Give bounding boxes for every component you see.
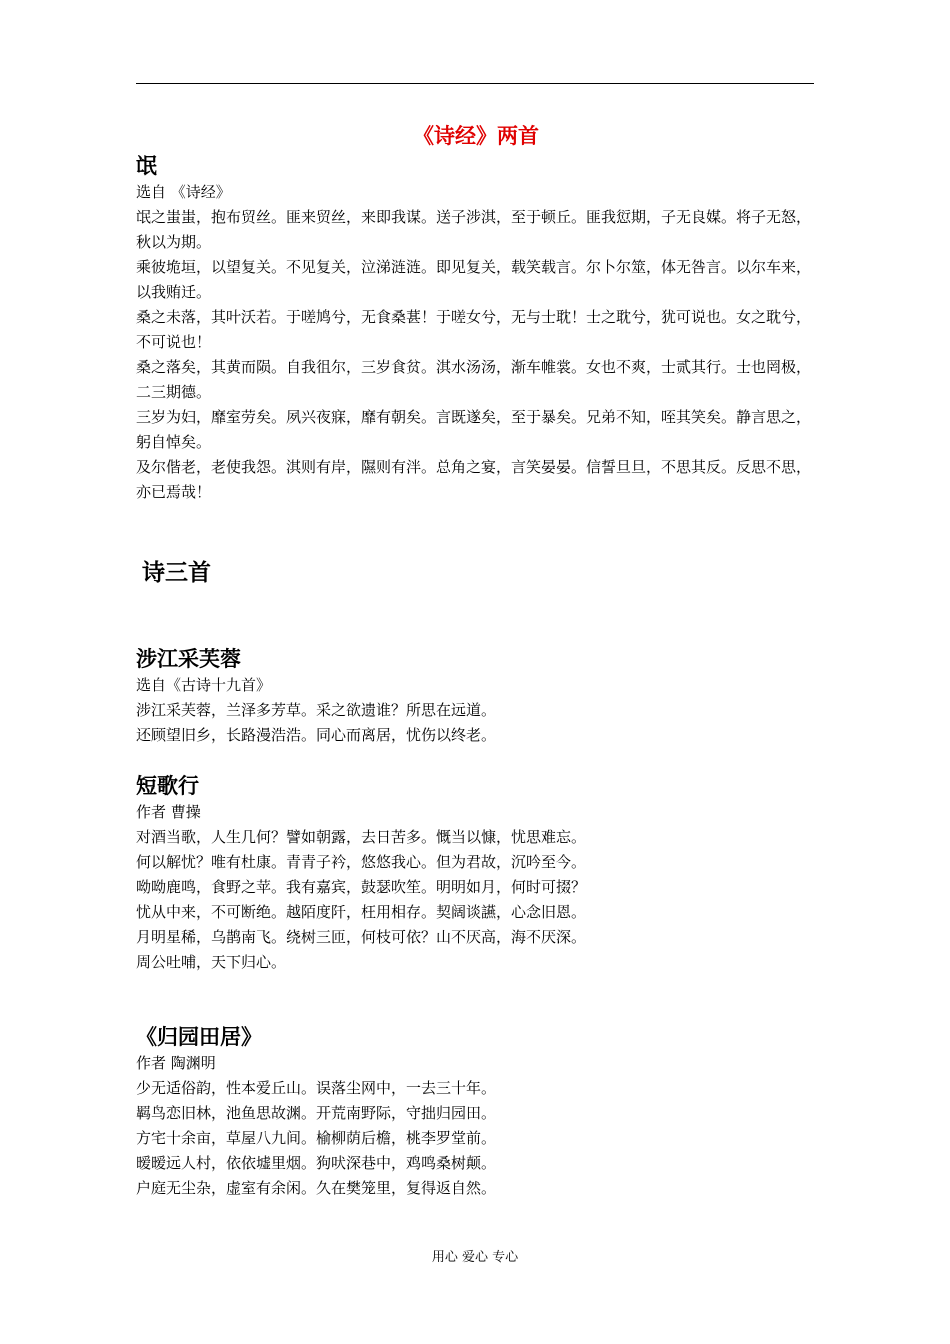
page-footer: 用心 爱心 专心 xyxy=(431,1250,519,1265)
poem-line: 还顾望旧乡，长路漫浩浩。同心而离居，忧伤以终老。 xyxy=(136,726,497,744)
poem-line: 羁鸟恋旧林，池鱼思故渊。开荒南野际，守拙归园田。 xyxy=(136,1104,497,1122)
stanza: 氓之蚩蚩，抱布贸丝。匪来贸丝，来即我谋。送子涉淇，至于顿丘。匪我愆期，子无良媒。将子无怒，秋以为期。 xyxy=(136,208,812,251)
poem-line: 少无适俗韵，性本爱丘山。误落尘网中，一去三十年。 xyxy=(136,1079,497,1097)
header-rule xyxy=(136,83,814,84)
poem-source-shejiang: 选自《古诗十九首》 xyxy=(136,676,272,694)
poem-guiyuan xyxy=(136,1023,816,1201)
poem-line: 月明星稀，乌鹊南飞。绕树三匝，何枝可依？山不厌高，海不厌深。 xyxy=(136,928,587,946)
poem-line: 暧暧远人村，依依墟里烟。狗吠深巷中，鸡鸣桑树颠。 xyxy=(136,1154,497,1172)
poem-mang xyxy=(136,152,816,505)
poem-line: 周公吐哺，天下归心。 xyxy=(136,953,287,971)
poem-source-mang: 选自 《诗经》 xyxy=(136,183,231,201)
document-body xyxy=(136,120,816,1201)
poem-title-duange: 短歌行 xyxy=(136,774,199,798)
stanza: 桑之落矣，其黄而陨。自我徂尔，三岁食贫。淇水汤汤，渐车帷裳。女也不爽，士贰其行。士也罔极，二三期德。 xyxy=(136,358,812,401)
poem-title-guiyuan: 《归园田居》 xyxy=(136,1025,262,1049)
poem-duange xyxy=(136,772,816,975)
poem-line: 何以解忧？唯有杜康。青青子衿，悠悠我心。但为君故，沉吟至今。 xyxy=(136,853,587,871)
poem-line: 方宅十余亩，草屋八九间。榆柳荫后檐，桃李罗堂前。 xyxy=(136,1129,497,1147)
poem-shejiang xyxy=(136,645,816,748)
poem-title-mang: 氓 xyxy=(136,154,157,178)
stanza: 桑之未落，其叶沃若。于嗟鸠兮，无食桑葚！于嗟女兮，无与士耽！士之耽兮，犹可说也。女之耽兮，不可说也！ xyxy=(136,308,812,351)
stanza: 及尔偕老，老使我怨。淇则有岸，隰则有泮。总角之宴，言笑晏晏。信誓旦旦，不思其反。反思不思，亦已焉哉！ xyxy=(136,458,812,501)
poem-line: 忧从中来，不可断绝。越陌度阡，枉用相存。契阔谈讌，心念旧恩。 xyxy=(136,903,587,921)
main-title: 《诗经》两首 xyxy=(413,124,539,148)
stanza: 乘彼垝垣，以望复关。不见复关，泣涕涟涟。即见复关，载笑载言。尔卜尔筮，体无咎言。以尔车来，以我贿迁。 xyxy=(136,258,812,301)
stanza: 三岁为妇，靡室劳矣。夙兴夜寐，靡有朝矣。言既遂矣，至于暴矣。兄弟不知，咥其笑矣。静言思之，躬自悼矣。 xyxy=(136,408,812,451)
poem-line: 呦呦鹿鸣，食野之苹。我有嘉宾，鼓瑟吹笙。明明如月，何时可掇？ xyxy=(136,878,587,896)
poem-line: 户庭无尘杂，虚室有余闲。久在樊笼里，复得返自然。 xyxy=(136,1179,497,1197)
poem-author-duange: 作者 曹操 xyxy=(136,803,201,821)
poem-title-shejiang: 涉江采芙蓉 xyxy=(136,647,241,671)
poem-line: 涉江采芙蓉，兰泽多芳草。采之欲遗谁？所思在远道。 xyxy=(136,701,497,719)
section-title: 诗三首 xyxy=(142,560,211,586)
poem-author-guiyuan: 作者 陶渊明 xyxy=(136,1054,216,1072)
poem-line: 对酒当歌，人生几何？譬如朝露，去日苦多。慨当以慷，忧思难忘。 xyxy=(136,828,587,846)
